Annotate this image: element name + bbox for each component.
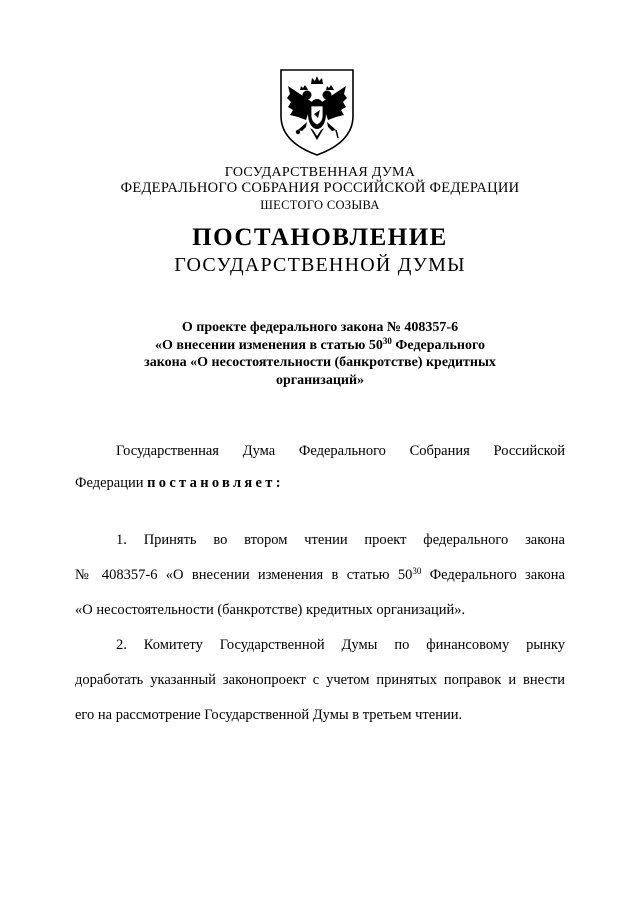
subject-block <box>100 319 540 389</box>
subject-line-2-text: «О внесении изменения в статью 50 <box>155 337 383 353</box>
item-1-article-superscript: 30 <box>412 566 422 576</box>
item-1-line-2 <box>75 566 565 584</box>
preamble-resolves: постановляет: <box>147 475 284 491</box>
item-2-line-2: доработать указанный законопроект с учетом принятых поправок и внести <box>75 672 565 688</box>
preamble-text: Федерации <box>75 475 148 491</box>
org-line-1: ГОСУДАРСТВЕННАЯ ДУМА <box>224 165 416 180</box>
item-1-line-2-text: № 408357-6 «О внесении изменения в статью 50 <box>75 567 413 583</box>
subject-line-2 <box>100 337 540 355</box>
item-1-line-2-end: Федерального закона <box>421 567 565 583</box>
preamble-line-1: Государственная Дума Федерального Собрания Российской <box>116 443 565 459</box>
item-1-line-3: «О несостоятельности (банкротстве) кредитных организаций». <box>75 602 466 618</box>
subject-line-1: О проекте федерального закона № 408357-6 <box>181 320 459 335</box>
subject-line-2-end: Федерального <box>391 337 485 353</box>
subject-line-4: организаций» <box>275 372 365 388</box>
org-line-2: ФЕДЕРАЛЬНОГО СОБРАНИЯ РОССИЙСКОЙ ФЕДЕРАЦИИ <box>120 180 520 196</box>
document-title: ПОСТАНОВЛЕНИЕ <box>192 224 448 251</box>
subject-article-superscript: 30 <box>382 335 392 346</box>
document-subtitle: ГОСУДАРСТВЕННОЙ ДУМЫ <box>174 254 466 276</box>
preamble-line-2 <box>75 474 284 492</box>
item-2-line-1: 2. Комитету Государственной Думы по финансовому рынку <box>116 637 565 653</box>
org-line-3: ШЕСТОГО СОЗЫВА <box>260 198 380 212</box>
russian-coat-of-arms-icon <box>276 64 358 158</box>
subject-line-3: закона «О несостоятельности (банкротстве) кредитных <box>144 355 496 370</box>
item-2-line-3: его на рассмотрение Государственной Думы в третьем чтении. <box>75 707 463 723</box>
item-1-line-1: 1. Принять во втором чтении проект федерального закона <box>116 532 565 548</box>
